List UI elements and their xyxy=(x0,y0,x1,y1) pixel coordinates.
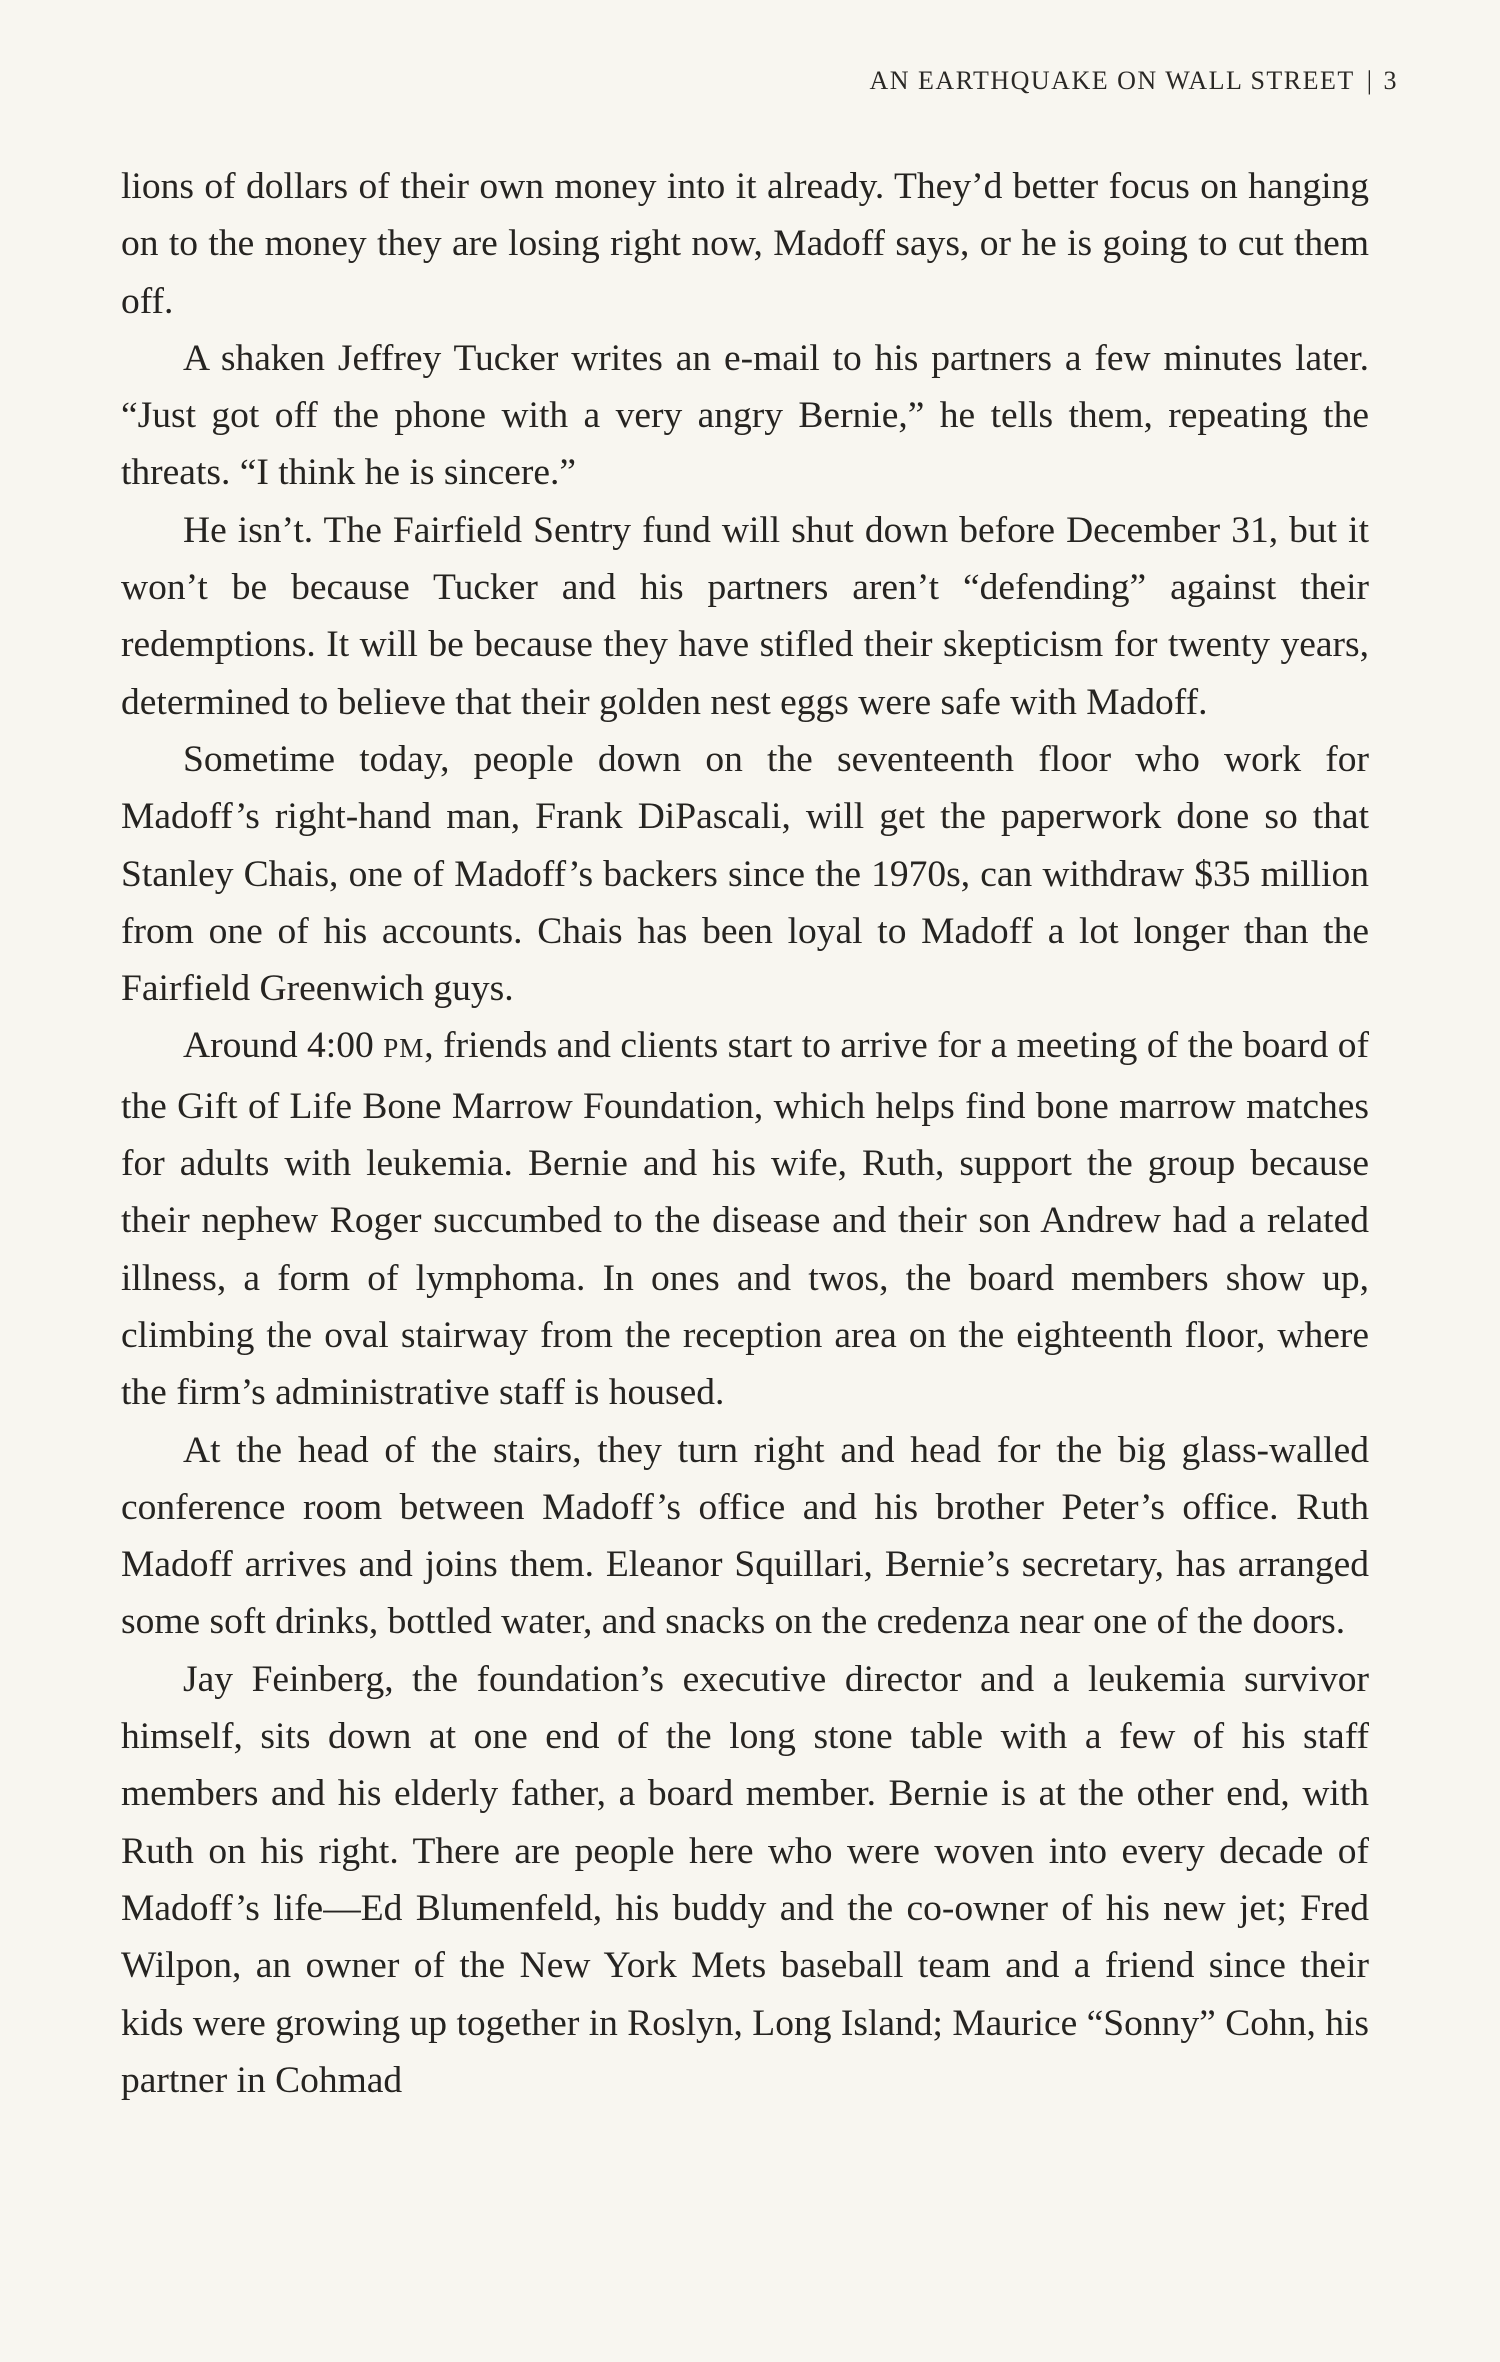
page-number: 3 xyxy=(1383,66,1398,95)
paragraph: At the head of the stairs, they turn right and head for the big glass-walled conference room between Madoff’s office and his brother Peter’s office. Ruth Madoff arrives and joins them. Eleanor Squillari, Bernie’s secretary, has arranged some soft drinks, bottled water, and snacks on the credenza near one of the doors. xyxy=(121,1429,1369,1643)
running-header xyxy=(869,66,1398,96)
paragraph: Jay Feinberg, the foundation’s executive director and a leukemia survivor himself, sits down at one end of the long stone table with a few of his staff members and his elderly father, a board member. Bernie is at the other end, with Ruth on his right. There are people here who were woven into every decade of Madoff’s life—Ed Blumenfeld, his buddy and the co-owner of his new jet; Fred Wilpon, an owner of the New York Mets baseball team and a friend since their kids were growing up together in Roslyn, Long Island; Maurice “Sonny” Cohn, his partner in Cohmad xyxy=(121,1658,1369,2101)
paragraph xyxy=(121,1017,1369,1421)
header-separator: | xyxy=(1366,66,1374,95)
body-text xyxy=(121,158,1369,2109)
running-title: AN EARTHQUAKE ON WALL STREET xyxy=(869,66,1355,95)
paragraph: lions of dollars of their own money into it already. They’d better focus on hanging on to the money they are losing right now, Madoff says, or he is going to cut them off. xyxy=(121,166,1369,322)
paragraph-text: Around 4:00 xyxy=(183,1025,384,1067)
paragraph: Sometime today, people down on the seventeenth floor who work for Madoff’s right-hand man, Frank DiPascali, will get the paperwork done so that Stanley Chais, one of Madoff’s backers since the 1970s, can withdraw $35 million from one of his accounts. Chais has been loyal to Madoff a lot longer than the Fairfield Greenwich guys. xyxy=(121,738,1369,1010)
paragraph-text: , friends and clients start to arrive for a meeting of the board of the Gift of Life Bone Marrow Foundation, which helps find bone marrow matches for adults with leukemia. Bernie and his wife, Ruth, support the group because their nephew Roger succumbed to the disease and their son Andrew had a related illness, a form of lymphoma. In ones and twos, the board members show up, climbing the oval stairway from the reception area on the eighteenth floor, where the firm’s administrative staff is housed. xyxy=(121,1025,1369,1414)
paragraph: He isn’t. The Fairfield Sentry fund will shut down before December 31, but it won’t be because Tucker and his partners aren’t “defending” against their redemptions. It will be because they have stifled their skepticism for twenty years, determined to believe that their golden nest eggs were safe with Madoff. xyxy=(121,509,1369,723)
time-abbreviation: PM xyxy=(383,1033,425,1064)
paragraph: A shaken Jeffrey Tucker writes an e-mail to his partners a few minutes later. “Just got off the phone with a very angry Bernie,” he tells them, repeating the threats. “I think he is sincere.” xyxy=(121,337,1369,494)
